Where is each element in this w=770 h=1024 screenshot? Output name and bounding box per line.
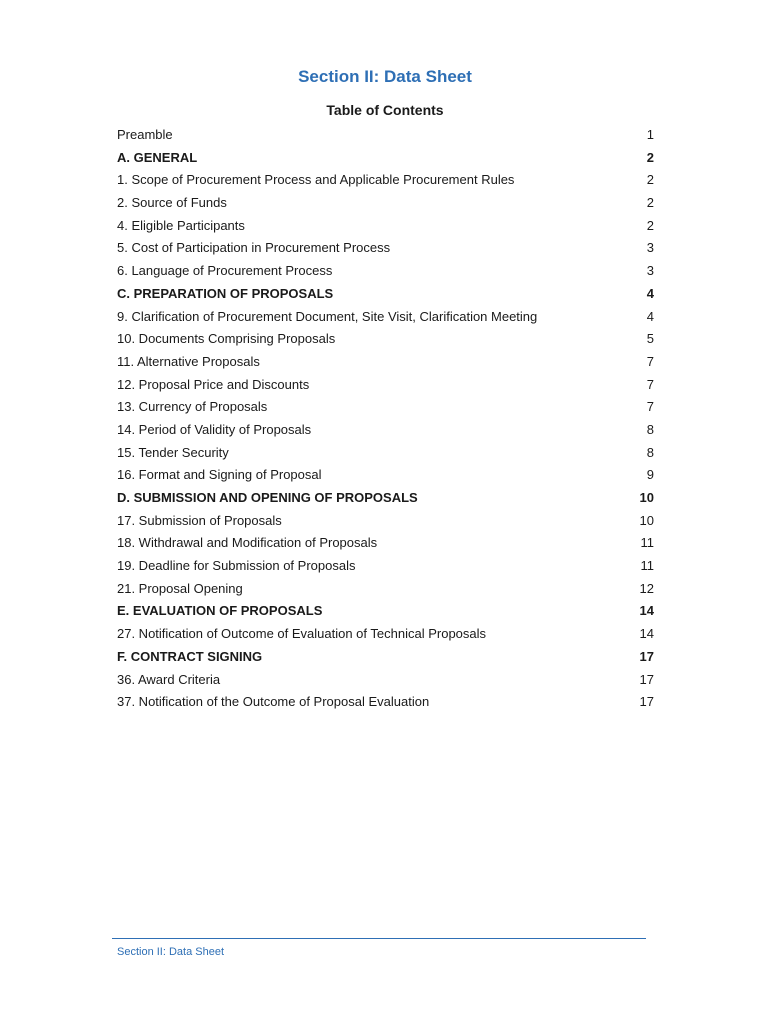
toc-entry-label: E. EVALUATION OF PROPOSALS: [117, 603, 323, 619]
toc-entry-page: 14: [639, 626, 654, 642]
toc-entry[interactable]: [117, 215, 654, 238]
toc-entry-label: A. GENERAL: [117, 149, 198, 165]
toc-entry-label: 14. Period of Validity of Proposals: [117, 421, 312, 437]
toc-section-entry[interactable]: [117, 283, 654, 306]
toc-heading: Table of Contents: [326, 102, 444, 118]
toc-entry[interactable]: [117, 169, 654, 192]
toc-section-entry[interactable]: [117, 600, 654, 623]
toc-entry-label: 13. Currency of Proposals: [117, 399, 268, 415]
toc-entry-page: 7: [646, 353, 654, 369]
toc-entry-page: 17: [639, 671, 654, 687]
toc-entry[interactable]: [117, 237, 654, 260]
toc-section-entry[interactable]: [117, 487, 654, 510]
toc-entry-page: 3: [646, 263, 654, 279]
toc-entry-label: 37. Notification of the Outcome of Proposal Evaluation: [117, 694, 430, 710]
toc-entry-label: 12. Proposal Price and Discounts: [117, 376, 310, 392]
table-of-contents: [117, 124, 654, 714]
toc-entry-label: 10. Documents Comprising Proposals: [117, 331, 336, 347]
toc-entry-page: 2: [646, 195, 654, 211]
toc-entry[interactable]: [117, 351, 654, 374]
toc-entry[interactable]: [117, 555, 654, 578]
toc-entry-page: 3: [646, 240, 654, 256]
toc-entry-page: 2: [646, 172, 654, 188]
toc-entry-label: 11. Alternative Proposals: [117, 353, 260, 369]
toc-entry[interactable]: [117, 124, 654, 147]
toc-entry-label: 2. Source of Funds: [117, 195, 227, 211]
toc-section-entry[interactable]: [117, 147, 654, 170]
toc-entry-page: 2: [646, 217, 654, 233]
toc-entry-label: 1. Scope of Procurement Process and Applicable Procurement Rules: [117, 172, 515, 188]
toc-entry-label: 36. Award Criteria: [117, 671, 221, 687]
toc-entry-page: 4: [646, 285, 654, 301]
toc-entry[interactable]: [117, 396, 654, 419]
toc-entry[interactable]: [117, 419, 654, 442]
toc-entry-page: 17: [639, 648, 654, 664]
toc-entry-label: 27. Notification of Outcome of Evaluation of Technical Proposals: [117, 626, 487, 642]
toc-entry-page: 10: [639, 512, 654, 528]
toc-entry-label: Preamble: [117, 127, 173, 142]
toc-entry[interactable]: [117, 192, 654, 215]
toc-entry-label: 5. Cost of Participation in Procurement Process: [117, 240, 391, 256]
toc-entry-page: 5: [646, 331, 654, 347]
toc-entry-page: 12: [639, 580, 654, 596]
toc-entry-page: 7: [646, 399, 654, 415]
toc-entry-page: 11: [640, 558, 654, 574]
toc-entry-label: 6. Language of Procurement Process: [117, 263, 333, 279]
toc-entry-label: D. SUBMISSION AND OPENING OF PROPOSALS: [117, 490, 418, 505]
toc-entry[interactable]: [117, 260, 654, 283]
toc-entry-page: 10: [639, 490, 654, 505]
toc-entry[interactable]: [117, 623, 654, 646]
toc-entry-page: 8: [646, 421, 654, 437]
toc-entry-label: 18. Withdrawal and Modification of Proposals: [117, 535, 378, 551]
page-title: Section II: Data Sheet: [298, 67, 472, 86]
footer-divider: [112, 938, 646, 939]
toc-entry-label: C. PREPARATION OF PROPOSALS: [117, 285, 334, 301]
toc-entry-label: 21. Proposal Opening: [117, 580, 243, 596]
toc-entry-label: 19. Deadline for Submission of Proposals: [117, 558, 356, 574]
toc-entry-label: 17. Submission of Proposals: [117, 512, 282, 528]
toc-entry-page: 1: [646, 127, 654, 142]
toc-entry-page: 8: [646, 444, 654, 460]
toc-entry[interactable]: [117, 669, 654, 692]
toc-entry-page: 4: [646, 308, 654, 324]
toc-entry-label: F. CONTRACT SIGNING: [117, 648, 263, 664]
toc-entry-page: 7: [646, 376, 654, 392]
toc-entry-label: 9. Clarification of Procurement Document, Site Visit, Clarification Meeting: [117, 308, 538, 324]
toc-entry[interactable]: [117, 464, 654, 487]
toc-entry[interactable]: [117, 578, 654, 601]
toc-entry[interactable]: [117, 532, 654, 555]
toc-entry-page: 17: [639, 694, 654, 710]
toc-entry-page: 2: [646, 149, 654, 165]
toc-entry-label: 4. Eligible Participants: [117, 217, 245, 233]
toc-entry[interactable]: [117, 374, 654, 397]
page-footer: Section II: Data Sheet: [117, 946, 225, 958]
toc-entry-page: 14: [639, 603, 654, 619]
toc-entry[interactable]: [117, 510, 654, 533]
toc-entry-label: 16. Format and Signing of Proposal: [117, 467, 322, 483]
toc-entry-page: 9: [646, 467, 654, 483]
toc-entry[interactable]: [117, 442, 654, 465]
toc-entry[interactable]: [117, 691, 654, 714]
toc-entry[interactable]: [117, 328, 654, 351]
toc-entry[interactable]: [117, 306, 654, 329]
toc-entry-label: 15. Tender Security: [117, 444, 229, 460]
toc-section-entry[interactable]: [117, 646, 654, 669]
toc-entry-page: 11: [640, 535, 654, 551]
